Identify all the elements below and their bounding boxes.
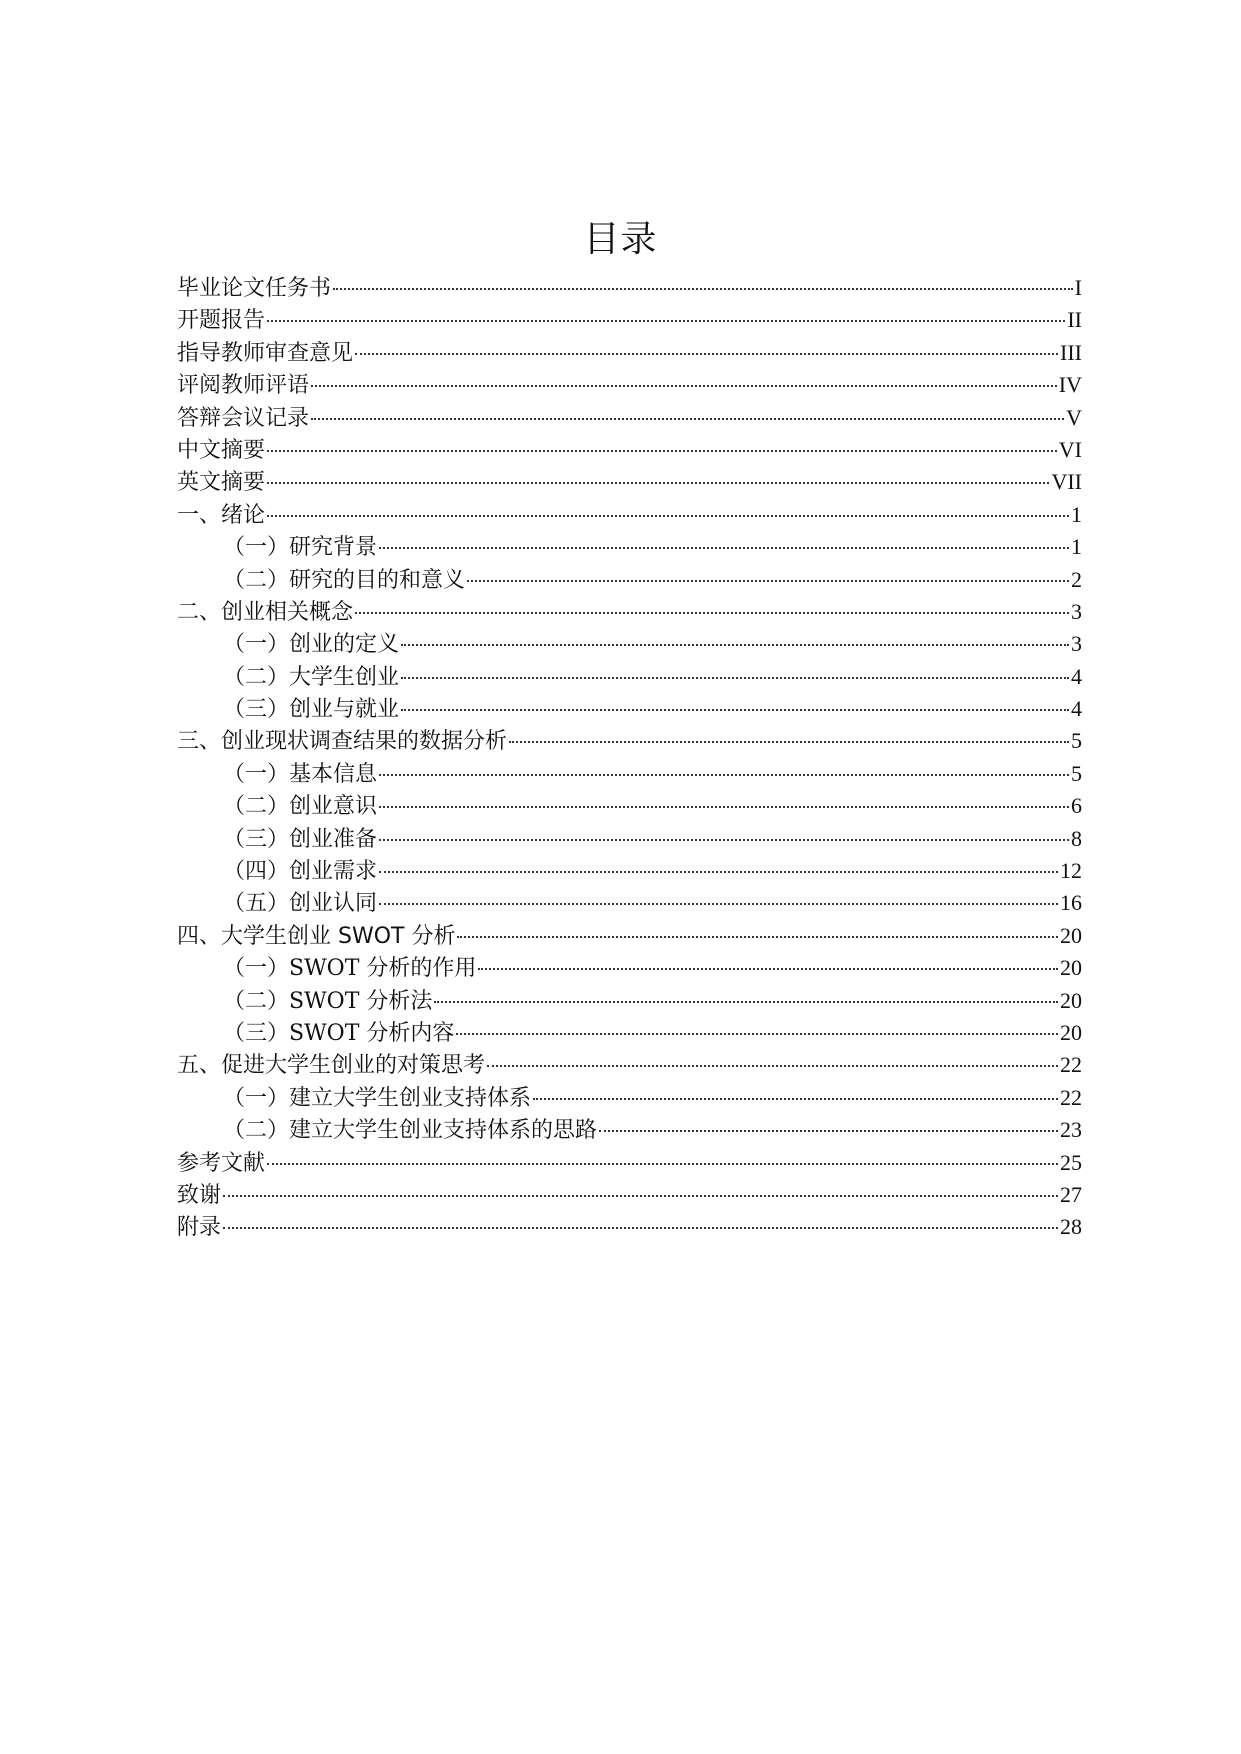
toc-entry-page-number: IV <box>1058 372 1082 398</box>
toc-entry-label: 一、绪论 <box>177 502 266 528</box>
toc-entry-page-number: 28 <box>1060 1214 1082 1240</box>
toc-entry[interactable] <box>177 402 1082 434</box>
toc-entry[interactable] <box>177 887 1082 919</box>
toc-dot-leader <box>487 1065 1058 1067</box>
toc-entry-label: 英文摘要 <box>177 470 266 496</box>
toc-dot-leader <box>467 580 1069 582</box>
toc-entry[interactable] <box>177 1211 1082 1243</box>
toc-dot-leader <box>267 1163 1058 1165</box>
toc-entry-label: （一）SWOT 分析的作用 <box>223 956 477 982</box>
toc-dot-leader <box>267 515 1069 517</box>
toc-entry[interactable] <box>177 790 1082 822</box>
toc-entry-page-number: 22 <box>1060 1052 1082 1078</box>
toc-entry-label: 致谢 <box>177 1182 222 1208</box>
toc-entry-label: 五、促进大学生创业的对策思考 <box>177 1053 486 1079</box>
toc-entry[interactable] <box>177 499 1082 531</box>
toc-dot-leader <box>379 871 1058 873</box>
toc-entry-page-number: 16 <box>1060 890 1082 916</box>
toc-dot-leader <box>311 385 1057 387</box>
toc-entry[interactable] <box>177 1179 1082 1211</box>
toc-entry-page-number: 8 <box>1071 825 1082 851</box>
toc-entry-label: 二、创业相关概念 <box>177 599 354 625</box>
toc-dot-leader <box>509 741 1069 743</box>
toc-entry-label: 毕业论文任务书 <box>177 276 332 301</box>
table-of-contents <box>177 272 1082 1244</box>
toc-entry-label: （二）研究的目的和意义 <box>223 567 466 593</box>
toc-dot-leader <box>379 547 1069 549</box>
toc-entry-page-number: 20 <box>1060 1019 1082 1045</box>
toc-entry[interactable] <box>177 985 1082 1017</box>
toc-dot-leader <box>355 353 1058 355</box>
toc-entry-page-number: 20 <box>1060 987 1082 1013</box>
toc-dot-leader <box>311 418 1064 420</box>
toc-dot-leader <box>379 839 1069 841</box>
toc-entry-label: （一）建立大学生创业支持体系 <box>223 1085 532 1111</box>
toc-entry[interactable] <box>177 596 1082 628</box>
toc-entry[interactable] <box>177 531 1082 563</box>
toc-dot-leader <box>379 903 1058 905</box>
toc-entry-label: 开题报告 <box>177 308 266 334</box>
toc-entry-label: （三）SWOT 分析内容 <box>223 1020 455 1046</box>
toc-entry-label: （一）创业的定义 <box>223 632 400 658</box>
toc-entry[interactable] <box>177 434 1082 466</box>
toc-entry-page-number: 5 <box>1071 728 1082 754</box>
toc-entry-page-number: 6 <box>1071 793 1082 819</box>
toc-entry-page-number: 4 <box>1071 696 1082 722</box>
toc-dot-leader <box>223 1195 1058 1197</box>
toc-entry-label: 指导教师审查意见 <box>177 340 354 366</box>
toc-entry-page-number: VI <box>1058 436 1082 462</box>
toc-entry-label: （四）创业需求 <box>223 859 378 885</box>
toc-entry[interactable] <box>177 304 1082 336</box>
toc-entry-page-number: 20 <box>1060 955 1082 981</box>
toc-entry[interactable] <box>177 661 1082 693</box>
toc-dot-leader <box>379 774 1069 776</box>
toc-entry-page-number: VII <box>1051 469 1082 495</box>
toc-entry-label: （一）基本信息 <box>223 761 378 787</box>
toc-dot-leader <box>533 1098 1058 1100</box>
toc-entry-page-number: 23 <box>1060 1117 1082 1143</box>
toc-entry[interactable] <box>177 823 1082 855</box>
toc-dot-leader <box>379 806 1069 808</box>
toc-entry[interactable] <box>177 1082 1082 1114</box>
toc-entry-page-number: 25 <box>1060 1149 1082 1175</box>
toc-entry-label: （二）创业意识 <box>223 794 378 820</box>
toc-entry-label: （三）创业与就业 <box>223 697 400 723</box>
toc-entry-page-number: 27 <box>1060 1181 1082 1207</box>
toc-dot-leader <box>401 677 1069 679</box>
toc-dot-leader <box>355 612 1069 614</box>
toc-entry-page-number: 22 <box>1060 1084 1082 1110</box>
toc-entry-label: 参考文献 <box>177 1150 266 1176</box>
toc-entry-page-number: 5 <box>1071 760 1082 786</box>
toc-dot-leader <box>434 1001 1058 1003</box>
toc-dot-leader <box>478 968 1058 970</box>
toc-entry[interactable] <box>177 466 1082 498</box>
toc-entry-label: 四、大学生创业 SWOT 分析 <box>177 923 456 949</box>
toc-dot-leader <box>401 644 1069 646</box>
toc-dot-leader <box>267 450 1057 452</box>
toc-entry-label: （二）大学生创业 <box>223 664 400 690</box>
toc-entry-label: （五）创业认同 <box>223 891 378 917</box>
toc-entry[interactable] <box>177 628 1082 660</box>
toc-dot-leader <box>223 1227 1058 1229</box>
toc-entry-page-number: 4 <box>1071 663 1082 689</box>
toc-dot-leader <box>599 1130 1058 1132</box>
toc-entry-page-number: V <box>1066 404 1082 430</box>
toc-entry[interactable] <box>177 272 1082 304</box>
toc-entry[interactable] <box>177 564 1082 596</box>
toc-entry[interactable] <box>177 952 1082 984</box>
toc-entry[interactable] <box>177 855 1082 887</box>
toc-dot-leader <box>267 482 1049 484</box>
toc-entry[interactable] <box>177 1049 1082 1081</box>
toc-dot-leader <box>333 288 1073 290</box>
toc-entry-label: （一）研究背景 <box>223 535 378 561</box>
toc-entry-page-number: 20 <box>1060 922 1082 948</box>
toc-entry-label: 三、创业现状调查结果的数据分析 <box>177 729 508 755</box>
toc-entry-label: （三）创业准备 <box>223 826 378 852</box>
toc-entry[interactable] <box>177 693 1082 725</box>
toc-entry-page-number: 12 <box>1060 858 1082 884</box>
toc-entry-label: 评阅教师评语 <box>177 373 310 399</box>
toc-dot-leader <box>456 1033 1058 1035</box>
toc-entry[interactable] <box>177 1147 1082 1179</box>
toc-entry-page-number: 1 <box>1071 534 1082 560</box>
toc-entry-label: 答辩会议记录 <box>177 405 310 431</box>
page-title: 目录 <box>583 219 658 260</box>
toc-entry-page-number: III <box>1060 339 1082 365</box>
toc-entry[interactable] <box>177 758 1082 790</box>
toc-entry[interactable] <box>177 1017 1082 1049</box>
toc-entry[interactable] <box>177 920 1082 952</box>
toc-entry[interactable] <box>177 337 1082 369</box>
toc-entry-label: 附录 <box>177 1215 222 1241</box>
toc-dot-leader <box>267 320 1065 322</box>
toc-entry-page-number: 2 <box>1071 566 1082 592</box>
toc-entry[interactable] <box>177 1114 1082 1146</box>
toc-entry-label: （二）建立大学生创业支持体系的思路 <box>223 1118 598 1144</box>
toc-dot-leader <box>401 709 1069 711</box>
toc-entry-page-number: I <box>1074 275 1082 300</box>
toc-entry-page-number: 3 <box>1071 631 1082 657</box>
toc-entry[interactable] <box>177 369 1082 401</box>
toc-entry-label: （二）SWOT 分析法 <box>223 988 433 1014</box>
toc-entry-page-number: 3 <box>1071 598 1082 624</box>
toc-entry-page-number: 1 <box>1071 501 1082 527</box>
toc-entry-page-number: II <box>1067 307 1082 333</box>
toc-entry-label: 中文摘要 <box>177 437 266 463</box>
toc-dot-leader <box>457 936 1058 938</box>
toc-entry[interactable] <box>177 725 1082 757</box>
